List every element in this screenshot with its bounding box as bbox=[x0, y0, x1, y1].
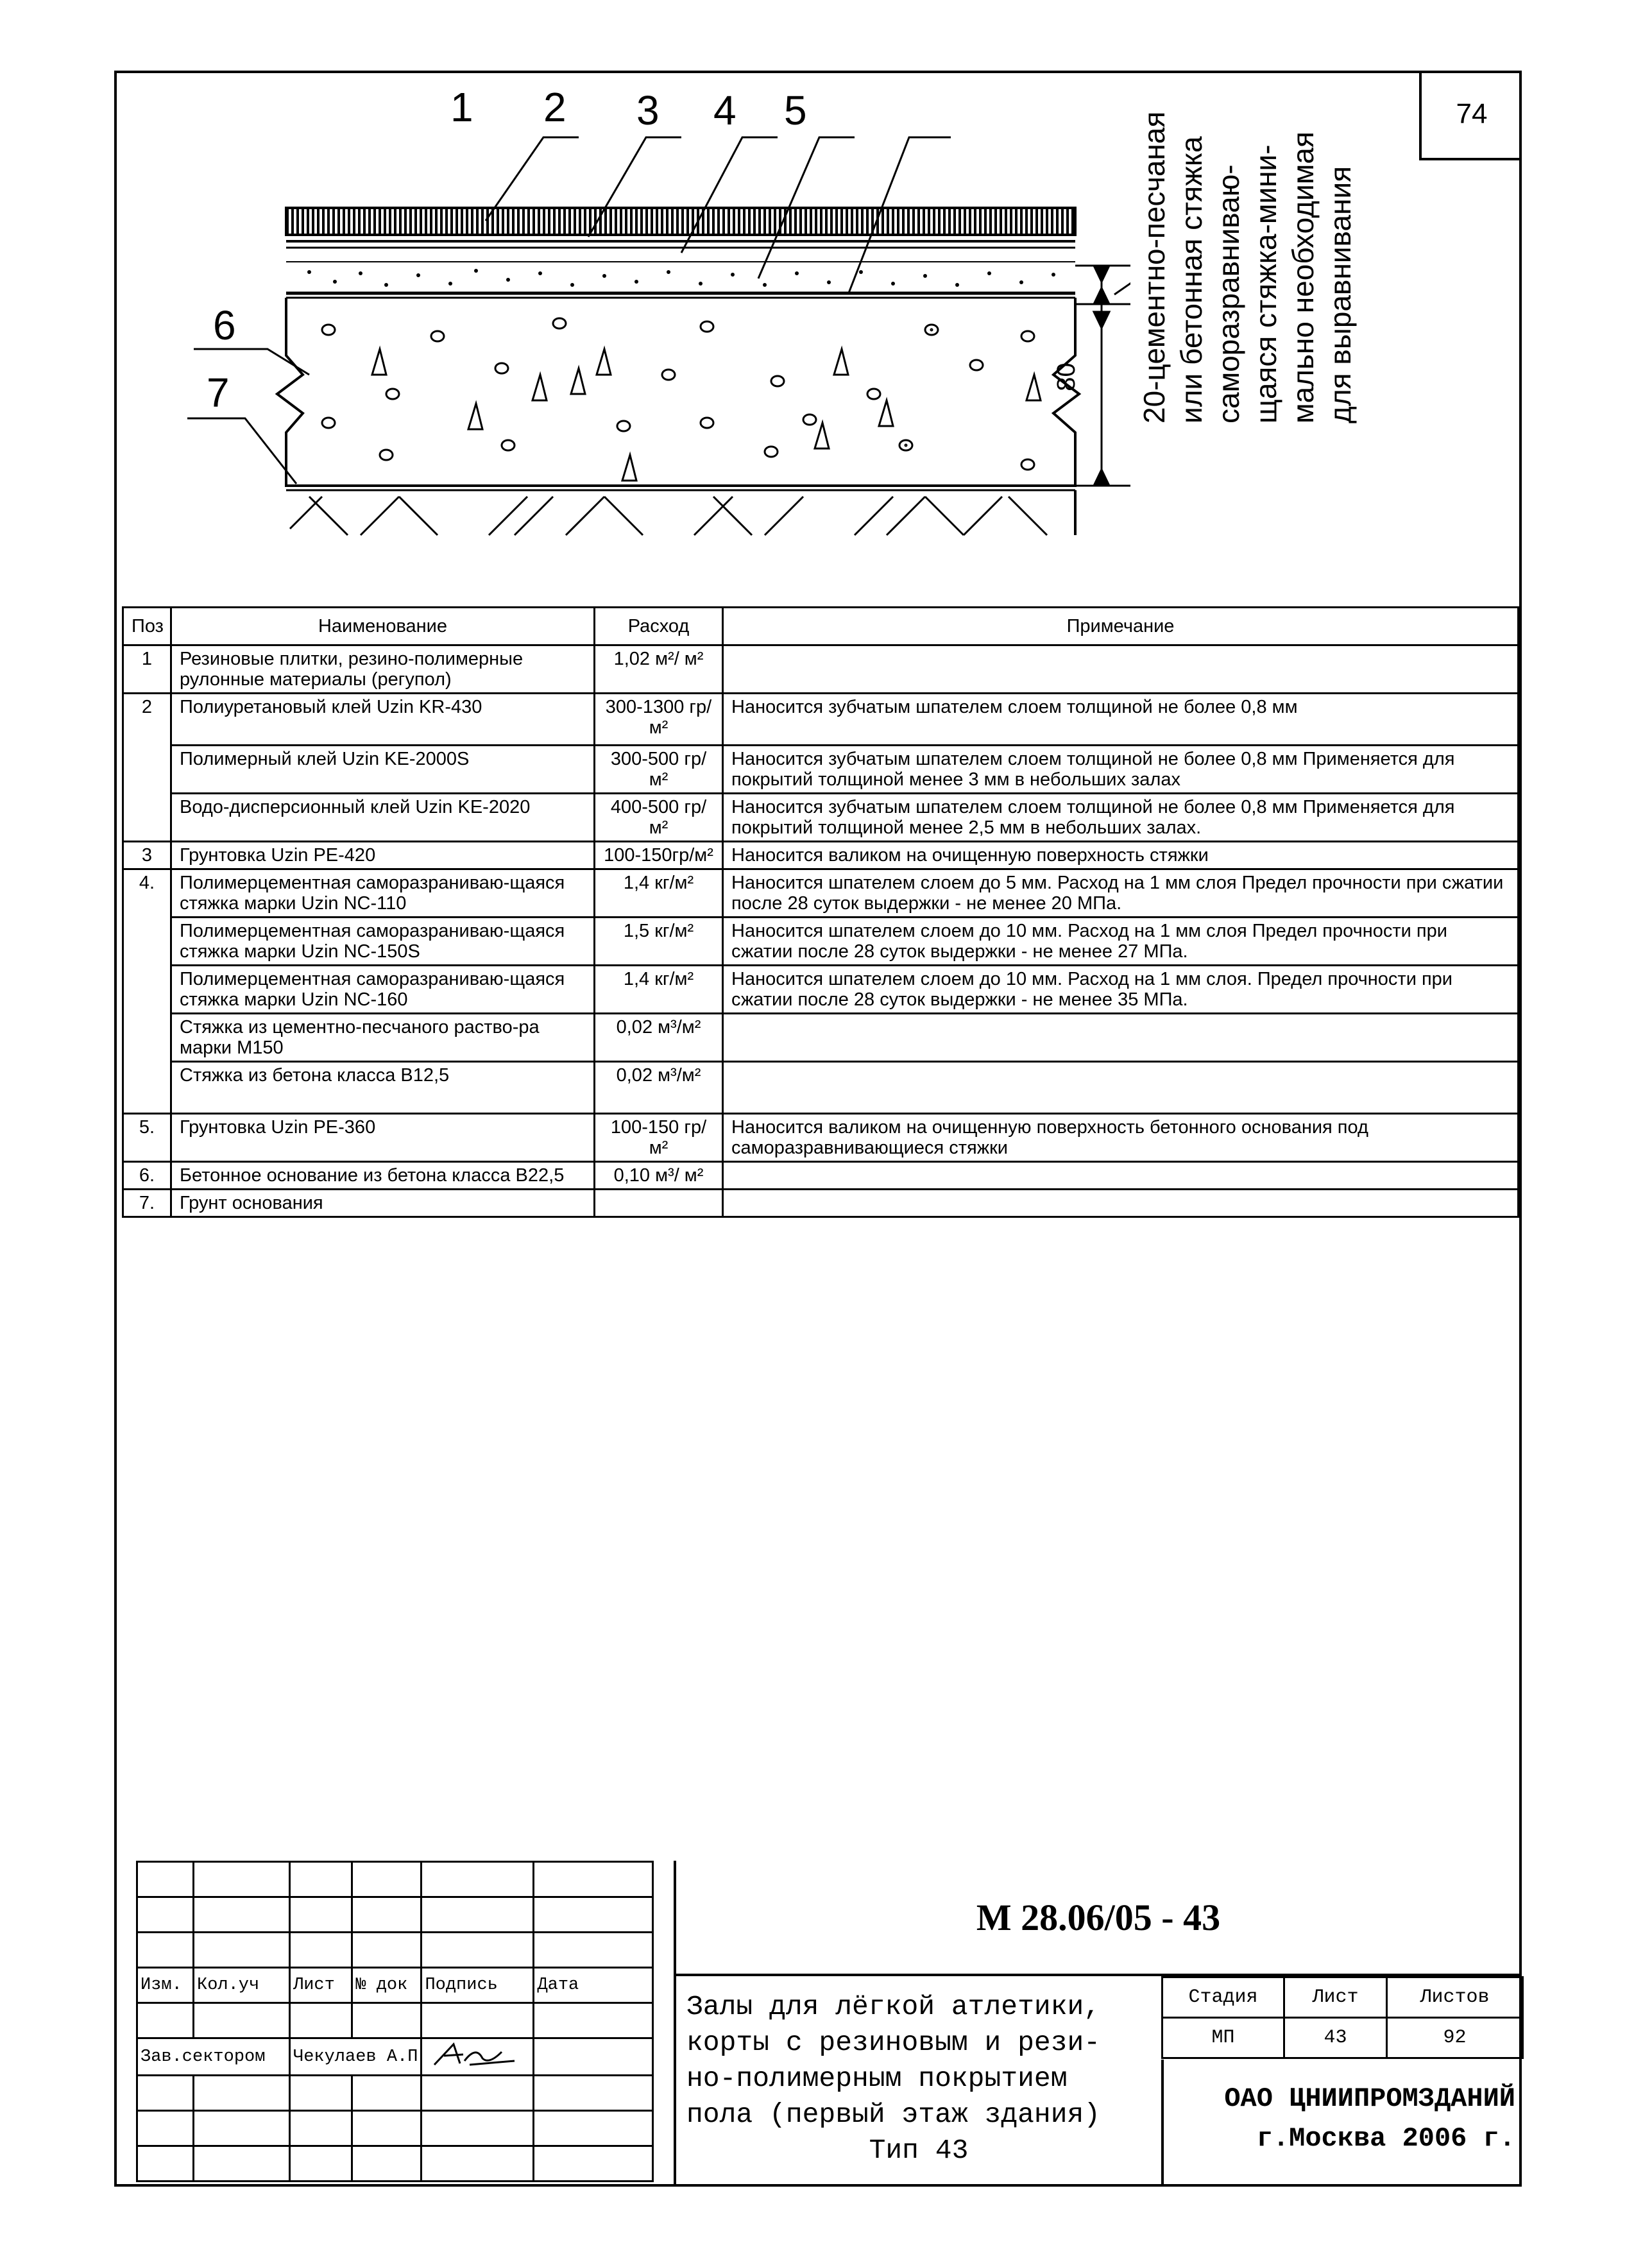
table-row: 6. Бетонное основание из бетона класса В22,5 0,10 м³/ м² bbox=[123, 1162, 1519, 1190]
page-number: 74 bbox=[1419, 71, 1522, 160]
table-row: Водо-дисперсионный клей Uzin KE-2020 400-500 гр/м² Наносится зубчатым шпателем слоем толщиной не более 0,8 мм Применяется для покрытий толщиной менее 2,5 мм в небольших залах. bbox=[123, 794, 1519, 842]
floor-section-drawing bbox=[117, 73, 1130, 599]
callout-2: 2 bbox=[543, 84, 566, 130]
signature-row: Зав.сектором Чекулаев А.П bbox=[137, 2038, 653, 2076]
dimension-80: 80 bbox=[1052, 363, 1080, 391]
rubber-layer bbox=[286, 208, 1075, 235]
table-row: Полимерный клей Uzin KE-2000S 300-500 гр/м² Наносится зубчатым шпателем слоем толщиной не более 0,8 мм Применяется для покрытий толщиной менее 3 мм в небольших залах bbox=[123, 746, 1519, 794]
callout-5: 5 bbox=[784, 87, 807, 133]
callout-7: 7 bbox=[207, 370, 230, 416]
screed-note: 20-цементно-песчаная или бетонная стяжка саморазравниваю- щаяся стяжка-мини- мально необходимая для выравнивания bbox=[1137, 111, 1357, 423]
table-row: 1 Резиновые плитки, резино-полимерные рулонные материалы (регупол) 1,02 м²/ м² bbox=[123, 645, 1519, 694]
callout-6: 6 bbox=[213, 302, 236, 348]
organization: ОАО ЦНИИПРОМЗДАНИЙ г.Москва 2006 г. bbox=[1161, 2060, 1522, 2187]
table-row: 5. Грунтовка Uzin PE-360 100-150 гр/м² Наносится валиком на очищенную поверхность бетонного основания под саморазравнивающиеся стяжки bbox=[123, 1114, 1519, 1162]
table-row: Стяжка из цементно-песчаного раство-ра марки М150 0,02 м³/м² bbox=[123, 1014, 1519, 1062]
drawing-title: Залы для лёгкой атлетики, корты с резиновым и рези- но-полимерным покрытием пола (первый этаж здания) Тип 43 bbox=[674, 1976, 1161, 2187]
table-row: Полимерцементная саморазраниваю-щаяся стяжка марки Uzin NC-150S 1,5 кг/м² Наносится шпателем слоем до 10 мм. Расход на 1 мм слоя Предел прочности при сжатии после 28 суток выдержки - не менее 27 МПа. bbox=[123, 918, 1519, 966]
stage-table: Стадия Лист Листов МП 43 92 bbox=[1161, 1976, 1524, 2059]
table-row: Полимерцементная саморазраниваю-щаяся стяжка марки Uzin NC-160 1,4 кг/м² Наносится шпателем слоем до 10 мм. Расход на 1 мм слоя. Предел прочности при сжатии после 28 суток выдержки - не менее 35 МПа. bbox=[123, 966, 1519, 1014]
revision-header-row: Изм. Кол.уч Лист № док Подпись Дата bbox=[137, 1968, 653, 2003]
table-row: 2 Полиуретановый клей Uzin KR-430 300-1300 гр/м² Наносится зубчатым шпателем слоем толщиной не более 0,8 мм bbox=[123, 694, 1519, 746]
table-header: Поз Наименование Расход Примечание bbox=[123, 608, 1519, 645]
table-row: 7. Грунт основания bbox=[123, 1190, 1519, 1217]
materials-table bbox=[122, 606, 1519, 1218]
callout-1: 1 bbox=[450, 84, 473, 130]
table-row: 3 Грунтовка Uzin PE-420 100-150гр/м² Наносится валиком на очищенную поверхность стяжки bbox=[123, 842, 1519, 869]
screed-layer bbox=[286, 262, 1075, 293]
table-row: 4. Полимерцементная саморазраниваю-щаяся стяжка марки Uzin NC-110 1,4 кг/м² Наносится шпателем слоем до 5 мм. Расход на 1 мм слоя Предел прочности при сжатии после 28 суток выдержки - не менее 20 МПа. bbox=[123, 869, 1519, 918]
revision-grid bbox=[136, 1861, 654, 2182]
callout-3: 3 bbox=[636, 87, 660, 133]
signature bbox=[422, 2038, 534, 2076]
table-row: Стяжка из бетона класса В12,5 0,02 м³/м² bbox=[123, 1062, 1519, 1114]
document-code: М 28.06/05 - 43 bbox=[674, 1861, 1520, 1976]
callout-4: 4 bbox=[713, 87, 737, 133]
